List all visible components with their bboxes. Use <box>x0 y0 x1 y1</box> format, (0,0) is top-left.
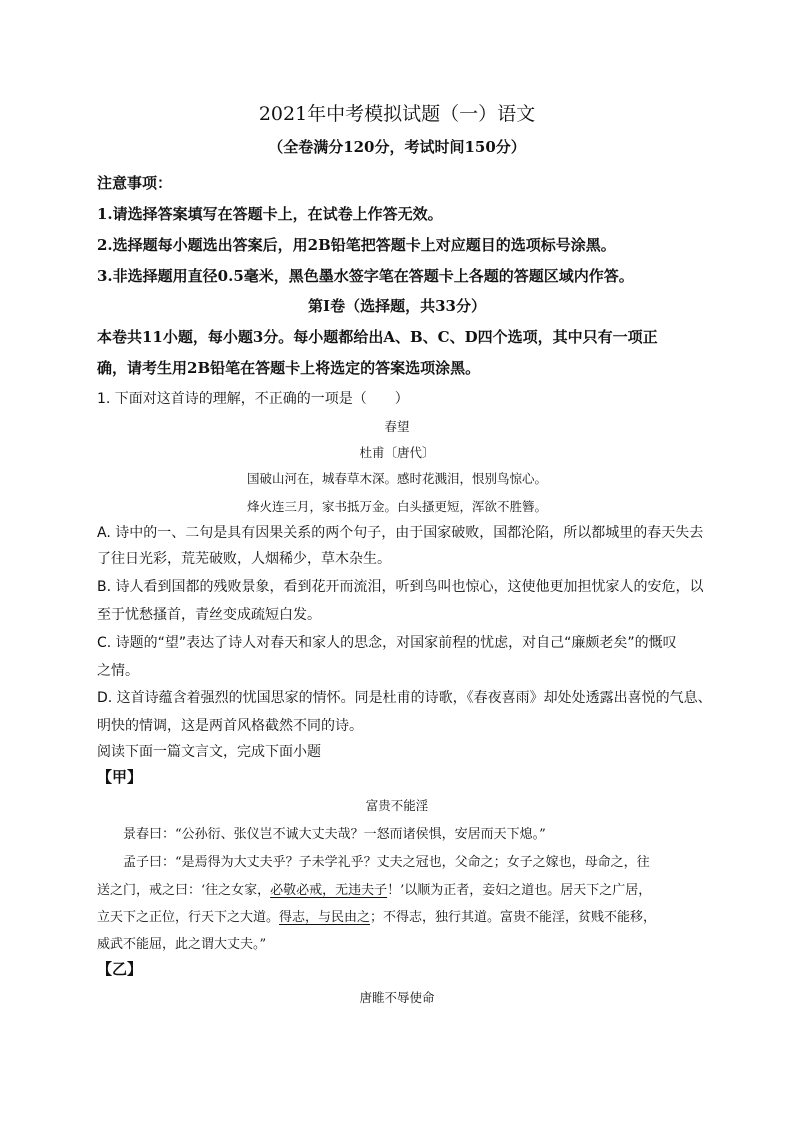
option-c: C. 诗题的“望”表达了诗人对春天和家人的思念，对国家前程的忧虑，对自己“廉颇老矣”的慨叹 <box>97 635 677 651</box>
option-c-cont: 之情。 <box>97 663 139 679</box>
poem-line: 国破山河在，城春草木深。感时花溅泪，恨别鸟惊心。 <box>246 471 547 486</box>
poem-line: 烽火连三月，家书抵万金。白头搔更短，浑欲不胜簪。 <box>246 499 547 514</box>
section-intro-line: 本卷共11小题，每小题3分。每小题都给出A、B、C、D四个选项，其中只有一项正 <box>97 328 658 346</box>
note-item: 1.请选择答案填写在答题卡上，在试卷上作答无效。 <box>97 205 443 223</box>
passage-jia-label: 【甲】 <box>97 768 143 786</box>
underlined-phrase: 必敬必戒，无违夫子 <box>270 883 388 898</box>
passage-line: 威武不能屈，此之谓大丈夫。” <box>97 937 267 952</box>
option-a: A. 诗中的一、二句是具有因果关系的两个句子，由于国家破败，国都沦陷，所以都城里的春天失去 <box>97 525 704 541</box>
option-d-cont: 明快的情调，这是两首风格截然不同的诗。 <box>97 718 363 734</box>
page-subtitle: （全卷满分120分，考试时间150分） <box>268 138 526 156</box>
passage-yi-title: 唐睢不辱使命 <box>359 990 435 1005</box>
underlined-phrase: 得志，与民由之 <box>279 910 371 925</box>
passage-paragraph: 孟子曰：“是焉得为大丈夫乎？子未学礼乎？丈夫之冠也，父命之；女子之嫁也，母命之，往 <box>123 855 650 870</box>
option-a-cont: 了往日光彩，荒芜破败，人烟稀少，草木杂生。 <box>97 551 391 567</box>
reading-instruction: 阅读下面一篇文言文，完成下面小题 <box>97 744 321 760</box>
question-1-stem: 1. 下面对这首诗的理解，不正确的一项是（ ） <box>97 391 409 407</box>
passage-line <box>97 879 651 898</box>
section-intro-line: 确，请考生用2B铅笔在答题卡上将选定的答案选项涂黑。 <box>97 359 481 377</box>
passage-paragraph: 景春曰：“公孙衍、张仪岂不诚大丈夫哉？一怒而诸侯惧，安居而天下熄。” <box>123 827 546 842</box>
option-d: D. 这首诗蕴含着强烈的忧国思家的情怀。同是杜甫的诗歌，《春夜喜雨》却处处透露出喜悦的气息、 <box>97 690 712 706</box>
option-b: B. 诗人看到国都的残败景象，看到花开而流泪，听到鸟叫也惊心，这使他更加担忧家人的安危，以 <box>97 579 704 595</box>
page-title: 2021年中考模拟试题（一）语文 <box>258 103 536 125</box>
option-b-cont: 至于忧愁搔首，青丝变成疏短白发。 <box>97 607 321 623</box>
note-item: 2.选择题每小题选出答案后，用2B铅笔把答题卡上对应题目的选项标号涂黑。 <box>97 236 616 254</box>
passage-text: ！’以顺为正者，妾妇之道也。居天下之广居， <box>387 883 652 898</box>
poem-author: 杜甫〔唐代〕 <box>359 445 435 460</box>
passage-text: 立天下之正位，行天下之大道。 <box>97 910 280 925</box>
section-heading: 第Ⅰ卷（选择题，共33分） <box>308 297 486 315</box>
passage-text: ；不得志，独行其道。富贵不能淫，贫贱不能移， <box>370 910 657 925</box>
poem-title: 春望 <box>384 419 410 434</box>
passage-jia-title: 富贵不能淫 <box>365 798 429 813</box>
passage-yi-label: 【乙】 <box>97 960 143 978</box>
note-item: 3.非选择题用直径0.5毫米，黑色墨水签字笔在答题卡上各题的答题区域内作答。 <box>97 267 634 285</box>
notes-heading: 注意事项： <box>97 174 173 192</box>
passage-line <box>97 906 656 925</box>
passage-text: 送之门，戒之曰：‘往之女家， <box>97 883 271 898</box>
